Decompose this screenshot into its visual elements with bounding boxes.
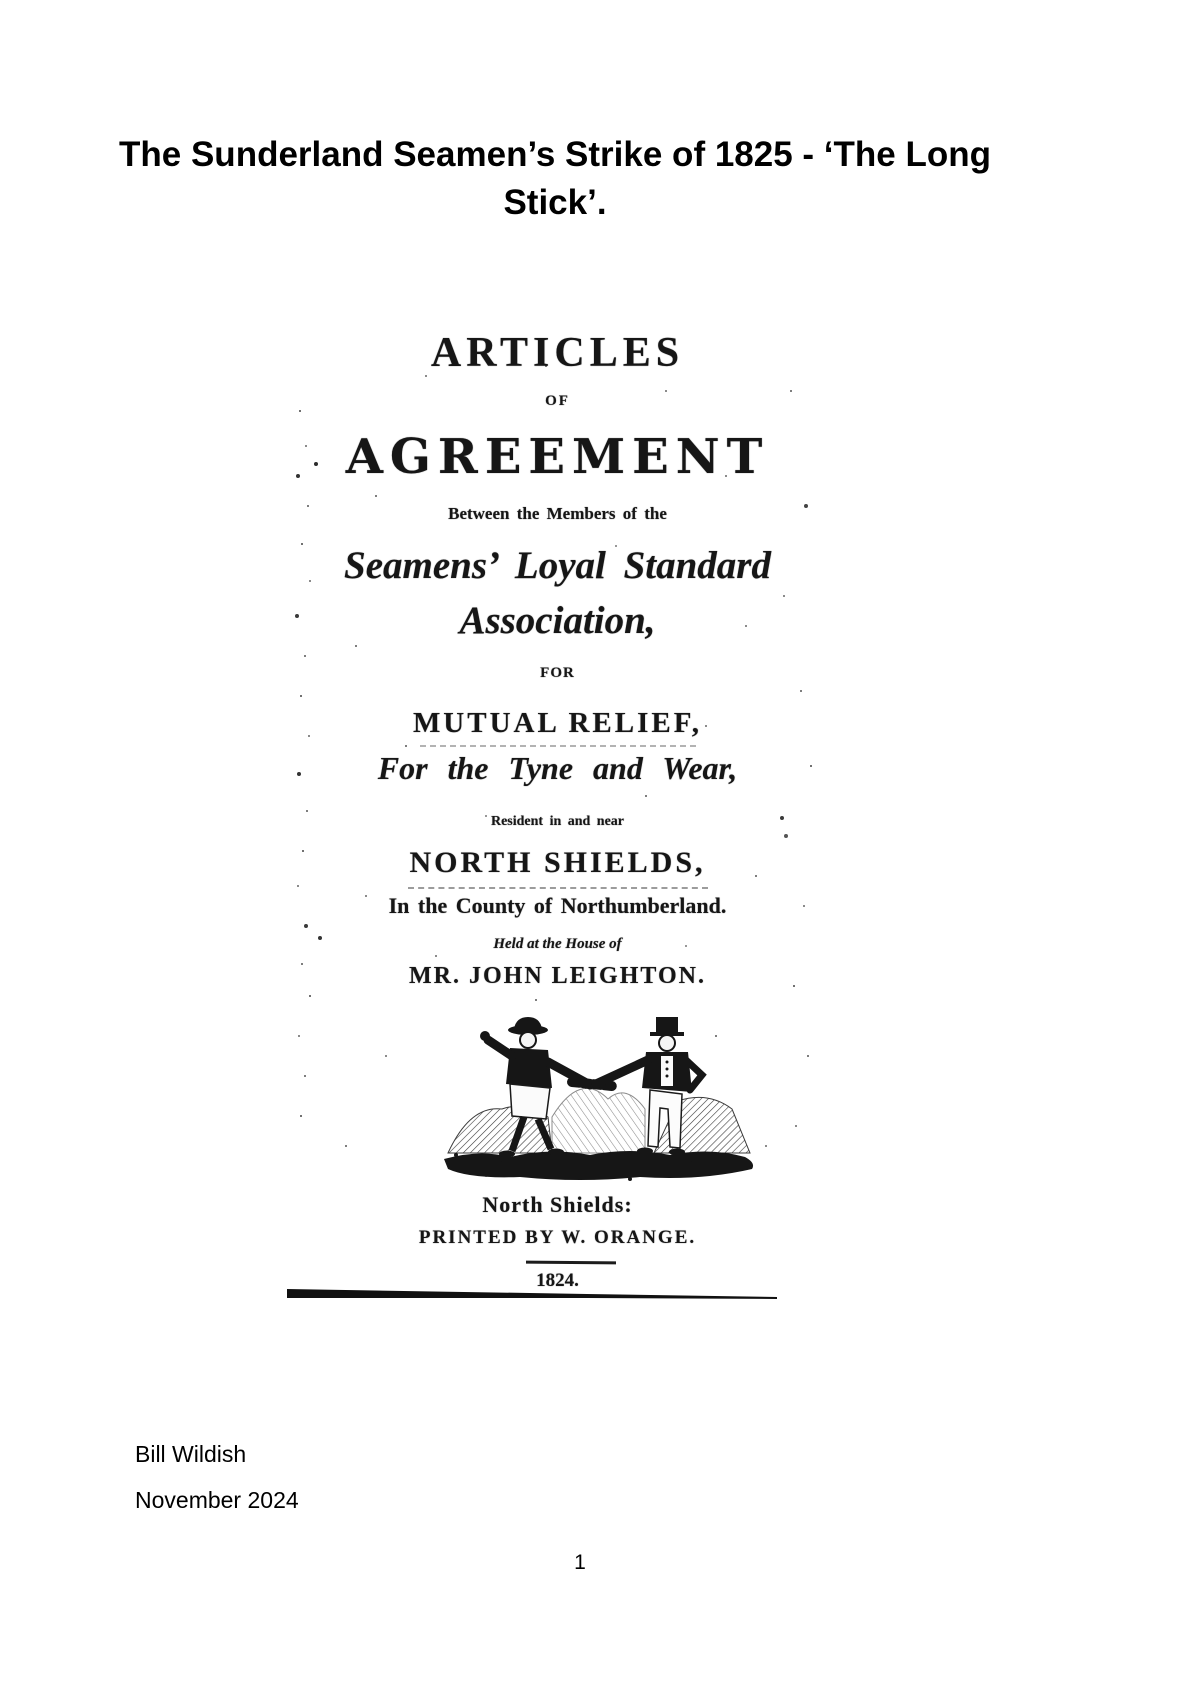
worn-underline (420, 745, 696, 747)
north-shields-line: NORTH SHIELDS, (409, 846, 706, 879)
imprint-printer-line: PRINTED BY W. ORANGE. (418, 1227, 697, 1248)
agreement-heading: AGREEMENT (345, 429, 770, 485)
imprint-city-line: North Shields: (482, 1192, 633, 1217)
page-title-line-1: The Sunderland Seamen’s Strike of 1825 - ‘The Long (119, 135, 991, 174)
between-members-line: Between the Members of the (448, 504, 667, 523)
scan-noise (285, 295, 287, 297)
scan-bottom-rule (287, 1288, 779, 1304)
page-number: 1 (574, 1551, 586, 1574)
of-word: OF (545, 393, 570, 409)
page-title (0, 131, 1110, 227)
worn-underline (408, 887, 708, 889)
imprint-divider (525, 1261, 615, 1265)
page-title-line-2: Stick’. (503, 183, 607, 222)
county-line: In the County of Northumberland. (388, 893, 727, 918)
society-name-line-2: Association, (459, 599, 656, 642)
society-name-line-1: Seamens’ Loyal Standard (344, 544, 771, 587)
resident-line: Resident in and near (490, 814, 625, 829)
imprint-year-line: 1824. (536, 1270, 579, 1291)
scanned-titlepage (285, 295, 830, 1310)
handshake-illustration (440, 1013, 760, 1185)
leighton-line: MR. JOHN LEIGHTON. (409, 963, 706, 989)
author-name: Bill Wildish (135, 1441, 247, 1467)
for-word: FOR (540, 665, 575, 681)
mutual-relief-line: MUTUAL RELIEF, (412, 707, 703, 739)
articles-heading: ARTICLES (430, 330, 685, 376)
tyne-wear-line: For the Tyne and Wear, (377, 750, 738, 786)
publication-date: November 2024 (135, 1487, 299, 1513)
held-at-line: Held at the House of (493, 936, 622, 952)
